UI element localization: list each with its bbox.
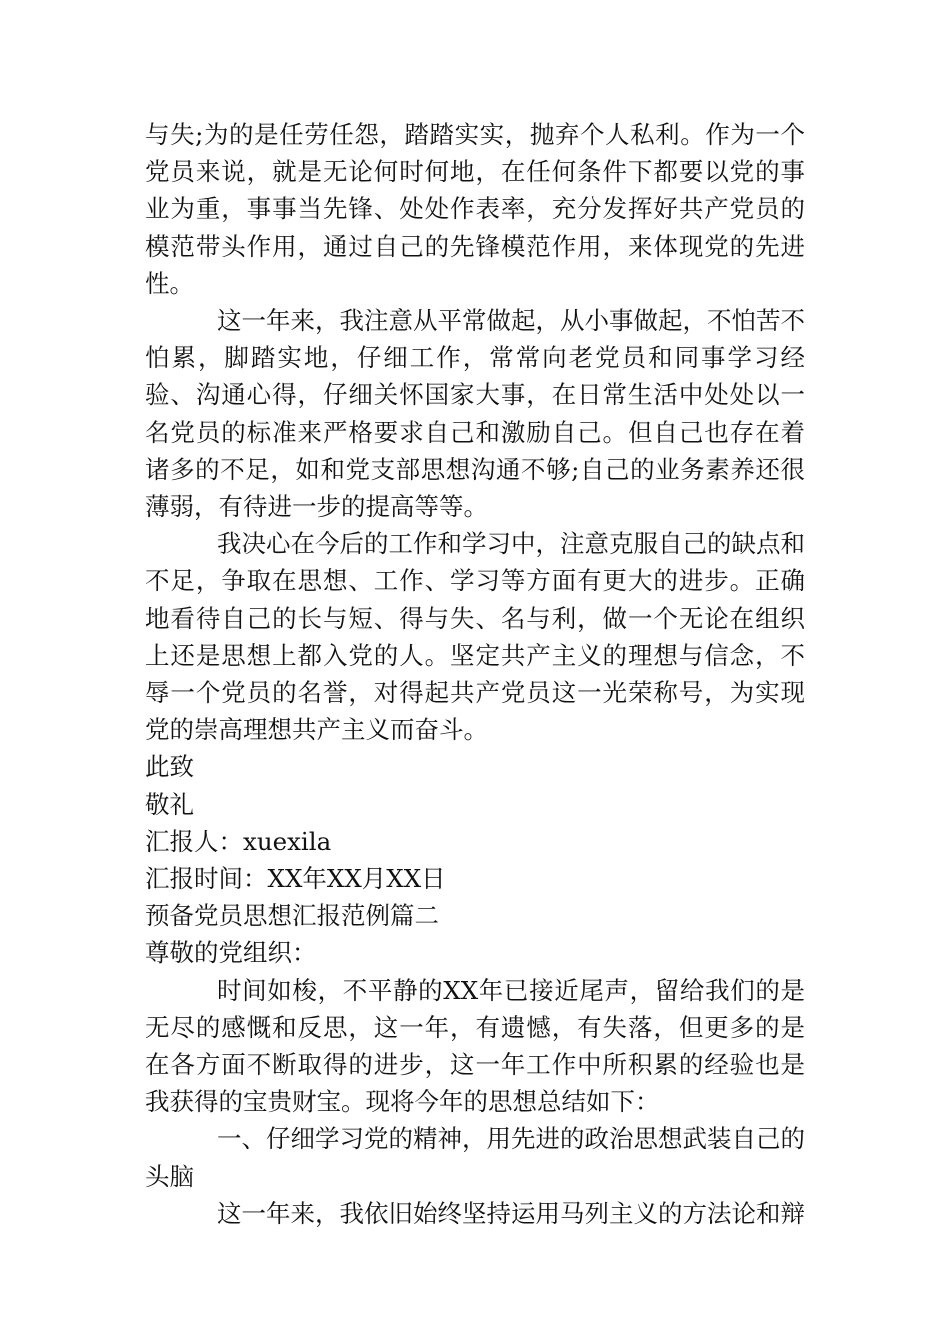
- paragraph-resolution: 我决心在今后的工作和学习中，注意克服自己的缺点和不足，争取在思想、工作、学习等方面有更大的进步。正确地看待自己的长与短、得与失、名与利，做一个无论在组织上还是思想上都入党的人。坚定共产主义的理想与信念，不辱一个党员的名誉，对得起共产党员这一光荣称号，为实现党的崇高理想共产主义而奋斗。: [145, 529, 805, 745]
- paragraph-point-one: 这一年来，我依旧始终坚持运用马列主义的方法论和辩: [217, 1198, 805, 1228]
- closing-salutation: 此致: [145, 752, 194, 782]
- document-body: [145, 116, 805, 1232]
- paragraph-year-review: 这一年来，我注意从平常做起，从小事做起，不怕苦不怕累，脚踏实地，仔细工作，常常向老党员和同事学习经验、沟通心得，仔细关怀国家大事，在日常生活中处处以一名党员的标准来严格要求自己和激励自己。但自己也存在着诸多的不足，如和党支部思想沟通不够;自己的业务素养还很薄弱，有待进一步的提高等等。: [145, 306, 805, 522]
- paragraph-continuation: 与失;为的是任劳任怨，踏踏实实，抛弃个人私利。作为一个党员来说，就是无论何时何地，在任何条件下都要以党的事业为重，事事当先锋、处处作表率，充分发挥好共产党员的模范带头作用，通过自己的先锋模范作用，来体现党的先进性。: [145, 120, 805, 298]
- section-title: 预备党员思想汇报范例篇二: [145, 901, 439, 931]
- paragraph-intro: 时间如梭，不平静的XX年已接近尾声，留给我们的是无尽的感慨和反思，这一年，有遗憾，有失落，但更多的是在各方面不断取得的进步，这一年工作中所积累的经验也是我获得的宝贵财宝。现将今年的思想总结如下：: [145, 975, 805, 1117]
- greeting-line: 尊敬的党组织：: [145, 938, 317, 968]
- reporter-line: 汇报人：xuexila: [145, 826, 332, 856]
- heading-point-one: 一、仔细学习党的精神，用先进的政治思想武装自己的头脑: [145, 1124, 805, 1191]
- report-date-line: 汇报时间：XX年XX月XX日: [145, 864, 446, 894]
- closing-regards: 敬礼: [145, 789, 194, 819]
